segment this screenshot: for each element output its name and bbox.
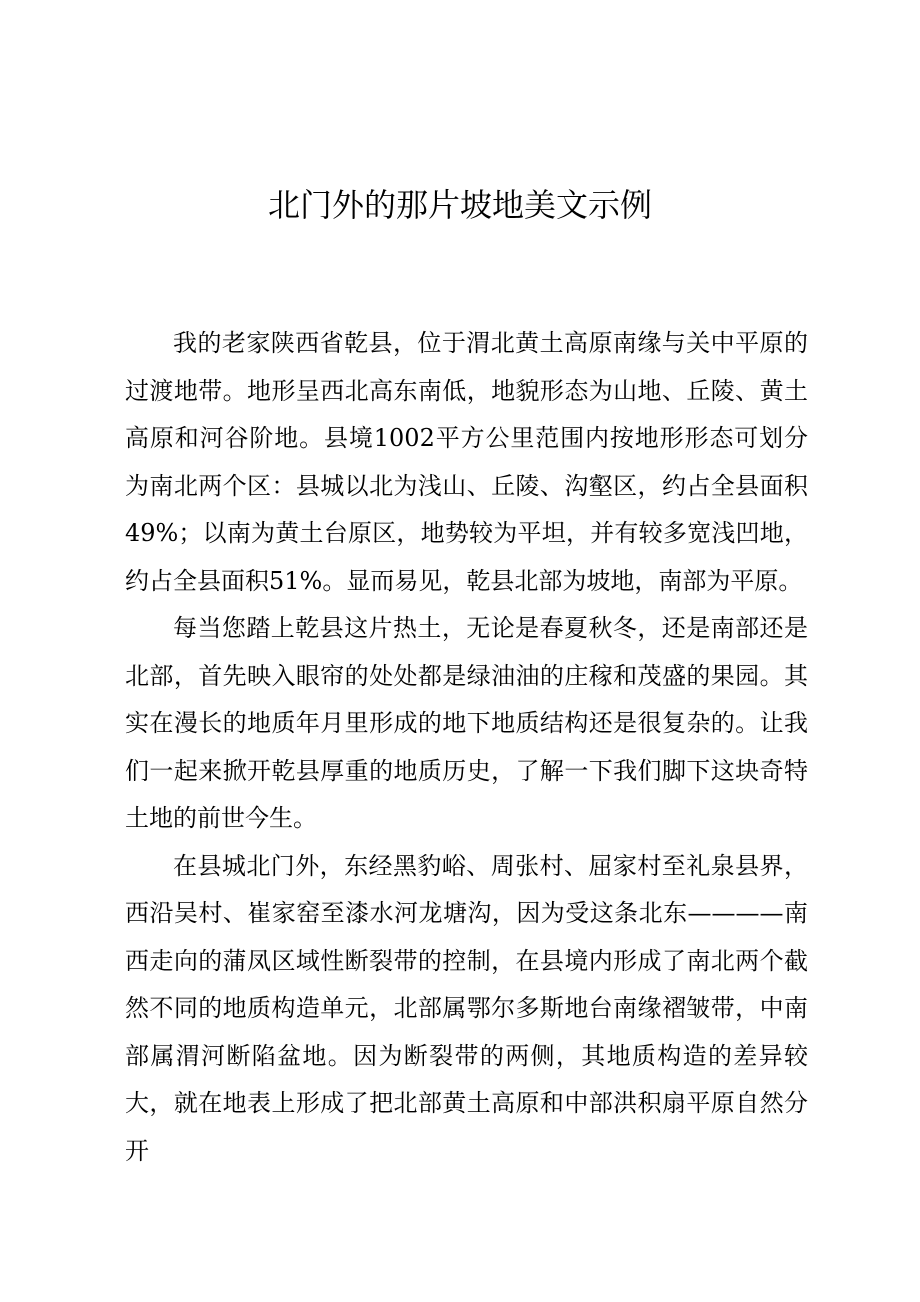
document-body — [125, 320, 808, 1175]
paragraph-2: 每当您踏上乾县这片热土，无论是春夏秋冬，还是南部还是北部，首先映入眼帘的处处都是绿油油的庄稼和茂盛的果园。其实在漫长的地质年月里形成的地下地质结构还是很复杂的。让我们一起来掀开乾县厚重的地质历史，了解一下我们脚下这块奇特土地的前世今生。 — [125, 614, 808, 832]
document-title: 北门外的那片坡地美文示例 — [267, 186, 652, 224]
paragraph-1: 我的老家陕西省乾县，位于渭北黄土高原南缘与关中平原的过渡地带。地形呈西北高东南低，地貌形态为山地、丘陵、黄土高原和河谷阶地。县境1002平方公里范围内按地形形态可划分为南北两个区：县城以北为浅山、丘陵、沟壑区，约占全县面积49%；以南为黄土台原区，地势较为平坦，并有较多宽浅凹地，约占全县面积51%。显而易见，乾县北部为坡地，南部为平原。 — [125, 329, 808, 595]
paragraph-3: 在县城北门外，东经黑豹峪、周张村、屈家村至礼泉县界，西沿吴村、崔家窑至漆水河龙塘沟，因为受这条北东————南西走向的蒲凤区域性断裂带的控制，在县境内形成了南北两个截然不同的地质构造单元，北部属鄂尔多斯地台南缘褶皱带，中南部属渭河断陷盆地。因为断裂带的两侧，其地质构造的差异较大，就在地表上形成了把北部黄土高原和中部洪积扇平原自然分开 — [125, 851, 808, 1165]
